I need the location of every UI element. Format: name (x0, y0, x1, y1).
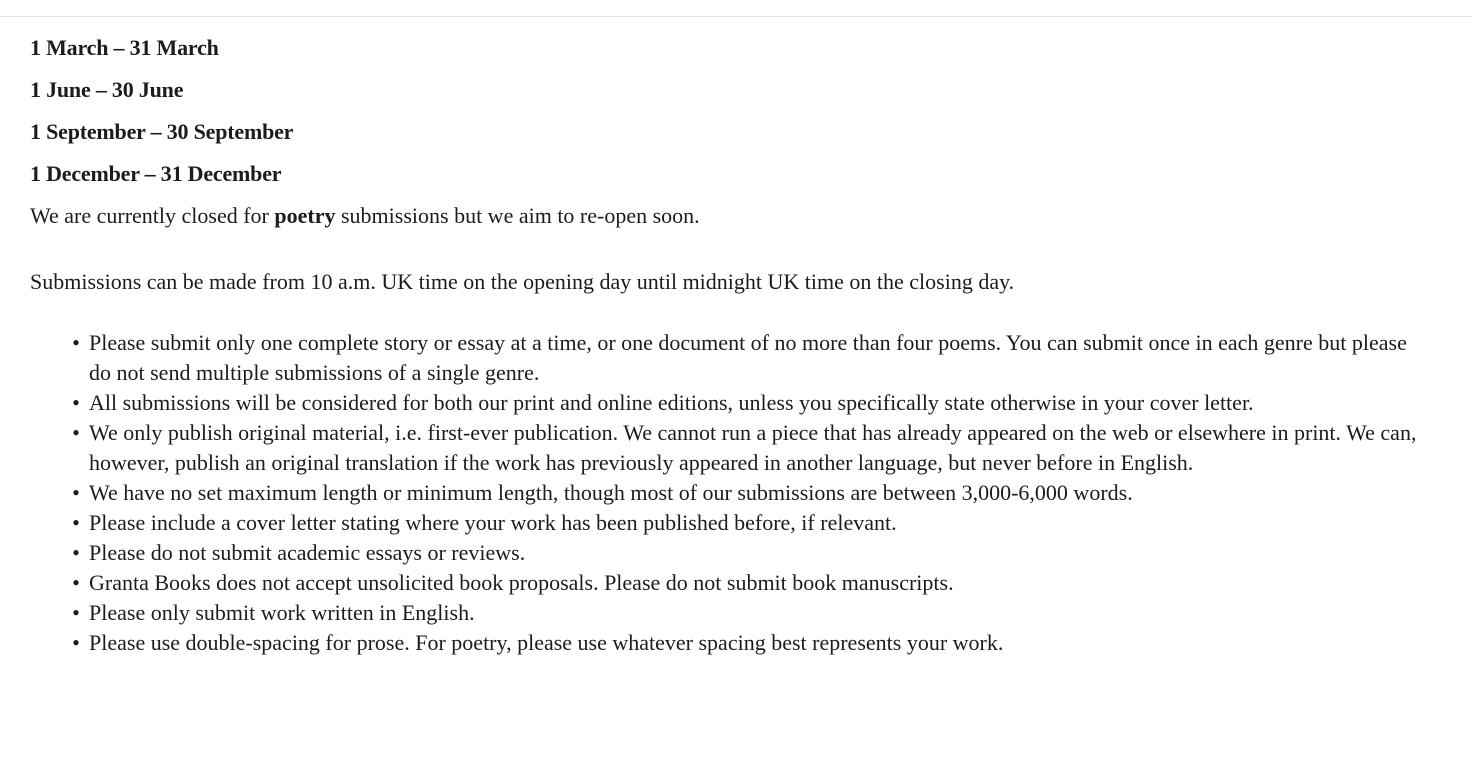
bullet-icon: • (72, 510, 80, 535)
submission-dates (30, 34, 1430, 188)
bullet-icon: • (72, 480, 80, 505)
list-item (72, 328, 1430, 388)
list-item-text: Please submit only one complete story or essay at a time, or one document of no more than four poems. You can submit once in each genre but please do not send multiple submissions of a single genre. (89, 330, 1407, 385)
list-item (72, 508, 1430, 538)
top-divider (0, 16, 1472, 17)
list-item-text: All submissions will be considered for both our print and online editions, unless you specifically state otherwise in your cover letter. (89, 390, 1254, 415)
list-item (72, 598, 1430, 628)
list-item (72, 388, 1430, 418)
list-item-text: We have no set maximum length or minimum length, though most of our submissions are between 3,000-6,000 words. (89, 480, 1133, 505)
submission-rules-list (30, 328, 1430, 658)
bullet-icon: • (72, 390, 80, 415)
list-item (72, 568, 1430, 598)
notice-text-after: submissions but we aim to re-open soon. (335, 203, 700, 228)
bullet-icon: • (72, 330, 80, 355)
bullet-icon: • (72, 420, 80, 445)
list-item-text: Please do not submit academic essays or reviews. (89, 540, 526, 565)
bullet-icon: • (72, 600, 80, 625)
notice-text-before: We are currently closed for (30, 203, 275, 228)
notice-emphasis-poetry: poetry (274, 203, 336, 228)
date-range-march: 1 March – 31 March (30, 35, 219, 60)
list-item (72, 628, 1430, 658)
list-item-text: Granta Books does not accept unsolicited book proposals. Please do not submit book manuscripts. (89, 570, 954, 595)
bullet-icon: • (72, 540, 80, 565)
list-item-text: We only publish original material, i.e. first-ever publication. We cannot run a piece that has already appeared on the web or elsewhere in print. We can, however, publish an original translation if the work has previously appeared in another language, but never before in English. (89, 420, 1417, 475)
list-item (72, 418, 1430, 478)
list-item-text: Please include a cover letter stating where your work has been published before, if relevant. (89, 510, 897, 535)
list-item-text: Please only submit work written in English. (89, 600, 475, 625)
date-range-june: 1 June – 30 June (30, 77, 184, 102)
bullet-icon: • (72, 630, 80, 655)
date-range-september: 1 September – 30 September (30, 119, 294, 144)
bullet-icon: • (72, 570, 80, 595)
list-item (72, 478, 1430, 508)
submission-window-text: Submissions can be made from 10 a.m. UK time on the opening day until midnight UK time on the closing day. (30, 269, 1015, 294)
submission-guidelines (30, 34, 1430, 658)
list-item (72, 538, 1430, 568)
poetry-closed-notice (30, 202, 1430, 230)
date-range-december: 1 December – 31 December (30, 161, 282, 186)
list-item-text: Please use double-spacing for prose. For poetry, please use whatever spacing best represents your work. (89, 630, 1004, 655)
